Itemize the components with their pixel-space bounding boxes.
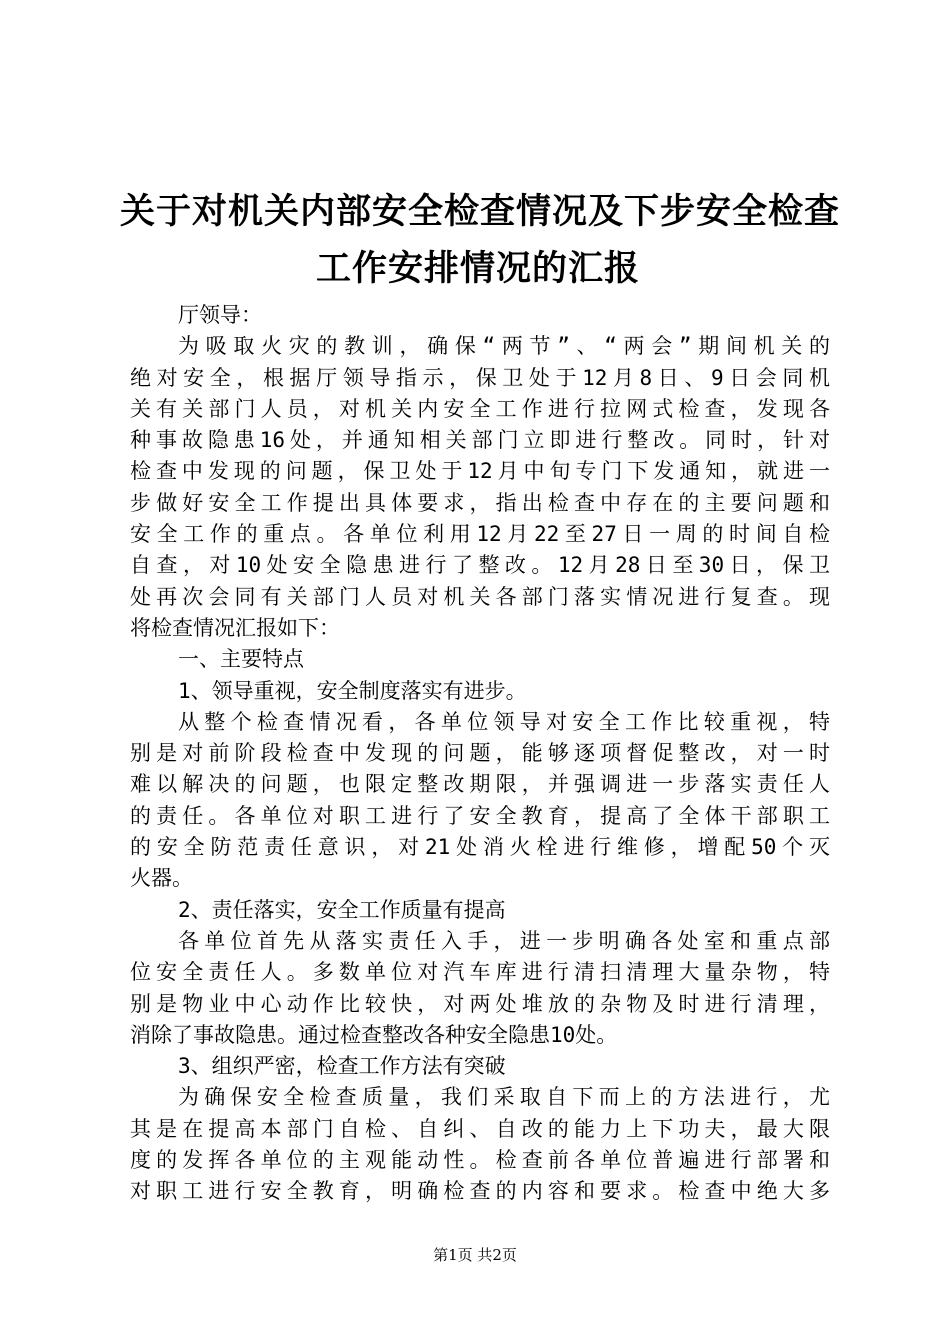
body-text-line: 其是在提高本部门自检、自纠、自改的能力上下功夫，最大限 (130, 1116, 830, 1141)
body-text-line: 安全工作的重点。各单位利用12月22至27日一周的时间自检 (130, 522, 830, 547)
body-text-line: 关有关部门人员，对机关内安全工作进行拉网式检查，发现各 (130, 396, 830, 421)
page-footer: 第1页 共2页 (433, 1246, 517, 1264)
body-text-line: 为吸取火灾的教训，确保“两节”、“两会”期间机关的 (178, 334, 830, 359)
body-text-line: 位安全责任人。多数单位对汽车库进行清扫清理大量杂物，特 (130, 960, 830, 985)
body-text-line: 种事故隐患16处，并通知相关部门立即进行整改。同时，针对 (130, 428, 830, 453)
body-text-line: 消除了事故隐患。通过检查整改各种安全隐患10处。 (130, 1022, 618, 1047)
body-text-line: 2、责任落实，安全工作质量有提高 (178, 897, 506, 922)
body-text-line: 度的发挥各单位的主观能动性。检查前各单位普遍进行部署和 (130, 1148, 830, 1173)
body-text-line: 3、组织严密，检查工作方法有突破 (178, 1054, 506, 1079)
body-text-line: 为确保安全检查质量，我们采取自下而上的方法进行，尤 (178, 1085, 830, 1110)
body-text-line: 自查，对10处安全隐患进行了整改。12月28日至30日，保卫 (130, 553, 830, 578)
body-text-line: 处再次会同有关部门人员对机关各部门落实情况进行复查。现 (130, 584, 830, 609)
body-text-line: 厅领导： (178, 303, 262, 327)
body-text-line: 火器。 (130, 866, 193, 891)
body-text-line: 1、领导重视，安全制度落实有进步。 (178, 678, 527, 703)
body-text-line: 的安全防范责任意识，对21处消火栓进行维修，增配50个灭 (130, 835, 830, 860)
body-text-line: 从整个检查情况看，各单位领导对安全工作比较重视，特 (178, 709, 830, 734)
body-text-line: 的责任。各单位对职工进行了安全教育，提高了全体干部职工 (130, 803, 830, 828)
body-text-line: 对职工进行安全教育，明确检查的内容和要求。检查中绝大多 (130, 1179, 830, 1204)
body-text-line: 难以解决的问题，也限定整改期限，并强调进一步落实责任人 (130, 772, 830, 797)
body-text-line: 步做好安全工作提出具体要求，指出检查中存在的主要问题和 (130, 490, 830, 515)
document-body (130, 300, 830, 1208)
body-text-line: 别是对前阶段检查中发现的问题，能够逐项督促整改，对一时 (130, 741, 830, 766)
body-text-line: 绝对安全，根据厅领导指示，保卫处于12月8日、9日会同机 (130, 365, 830, 390)
body-text-line: 各单位首先从落实责任入手，进一步明确各处室和重点部 (178, 928, 830, 953)
document-title-line-2: 工作安排情况的汇报 (315, 248, 640, 289)
body-text-line: 将检查情况汇报如下： (130, 615, 340, 640)
body-text-line: 一、主要特点 (178, 647, 304, 672)
body-text-line: 别是物业中心动作比较快，对两处堆放的杂物及时进行清理， (130, 991, 830, 1016)
body-text-line: 检查中发现的问题，保卫处于12月中旬专门下发通知，就进一 (130, 459, 830, 484)
document-title-line-1: 关于对机关内部安全检查情况及下步安全检查 (120, 191, 841, 232)
